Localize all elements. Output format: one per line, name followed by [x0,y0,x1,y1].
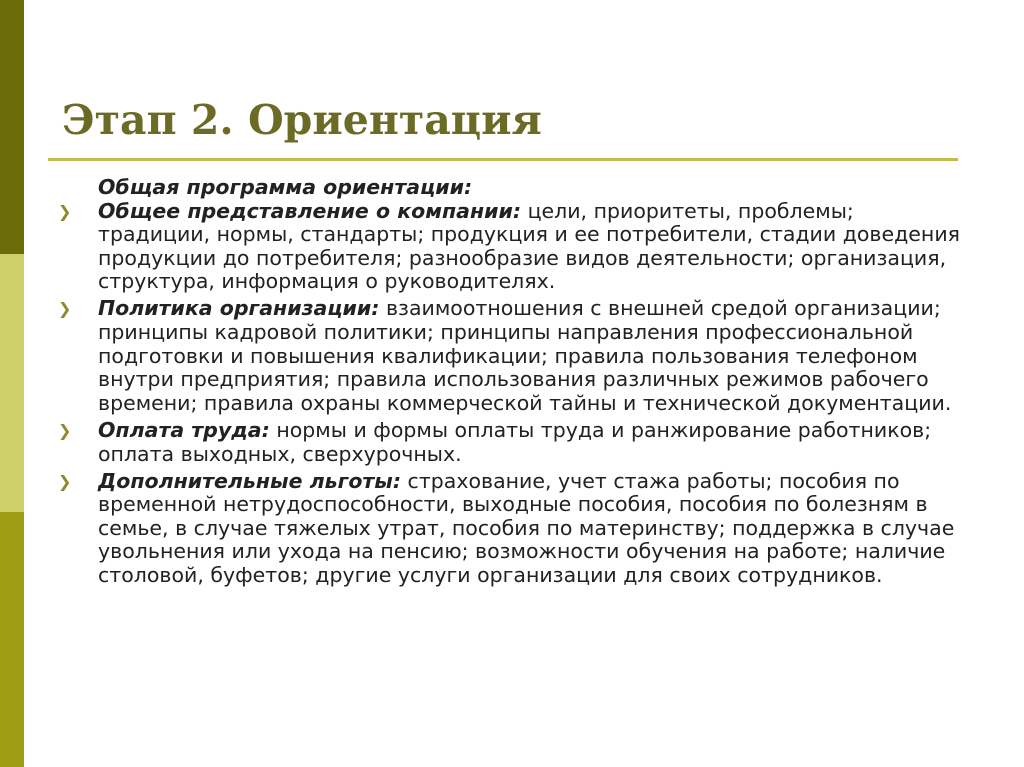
list-item [58,296,968,415]
bullet-arrow-icon: ❯ [58,201,72,221]
item-term: Оплата труда: [98,417,270,442]
bullet-arrow-icon: ❯ [58,420,72,440]
bullet-arrow-icon: ❯ [58,299,72,319]
list-item [58,417,968,466]
item-term: Политика организации: [98,296,380,321]
slide-content [58,175,968,591]
item-term: Дополнительные льготы: [98,468,402,493]
accent-band-top [0,0,24,254]
slide-title: Этап 2. Ориентация [62,96,542,144]
list-item [58,468,968,588]
title-divider [48,158,958,161]
list-item [58,198,968,294]
item-term: Общее представление о компании: [98,198,522,223]
item-text: цели, приоритеты, проблемы; традиции, нормы, стандарты; продукция и ее потребители, стадии доведения продукции до потребителя; разнообразие видов деятельности; организация, структура, информация о руководителях. [98,198,960,294]
bullet-arrow-icon: ❯ [58,471,72,491]
accent-band-middle [0,254,24,512]
item-text: взаимоотношения с внешней средой организации; принципы кадровой политики; принципы направления профессиональной подготовки и повышения квалификации; правила пользования телефоном внутри предприятия; правила использования различных режимов рабочего времени; правила охраны коммерческой тайны и технической документации. [98,296,952,415]
item-text: нормы и формы оплаты труда и ранжирование работников; оплата выходных, сверхурочных. [98,417,932,466]
bullet-list [58,198,968,588]
item-text: страхование, учет стажа работы; пособия по временной нетрудоспособности, выходные пособия, пособия по болезням в семье, в случае тяжелых утрат, пособия по материнству; поддержка в случае увольнения или ухода на пенсию; возможности обучения на работе; наличие столовой, буфетов; другие услуги организации для своих сотрудников. [98,468,955,587]
left-accent-band [0,0,24,767]
section-subtitle: Общая программа ориентации: [98,175,473,199]
accent-band-bottom [0,512,24,767]
